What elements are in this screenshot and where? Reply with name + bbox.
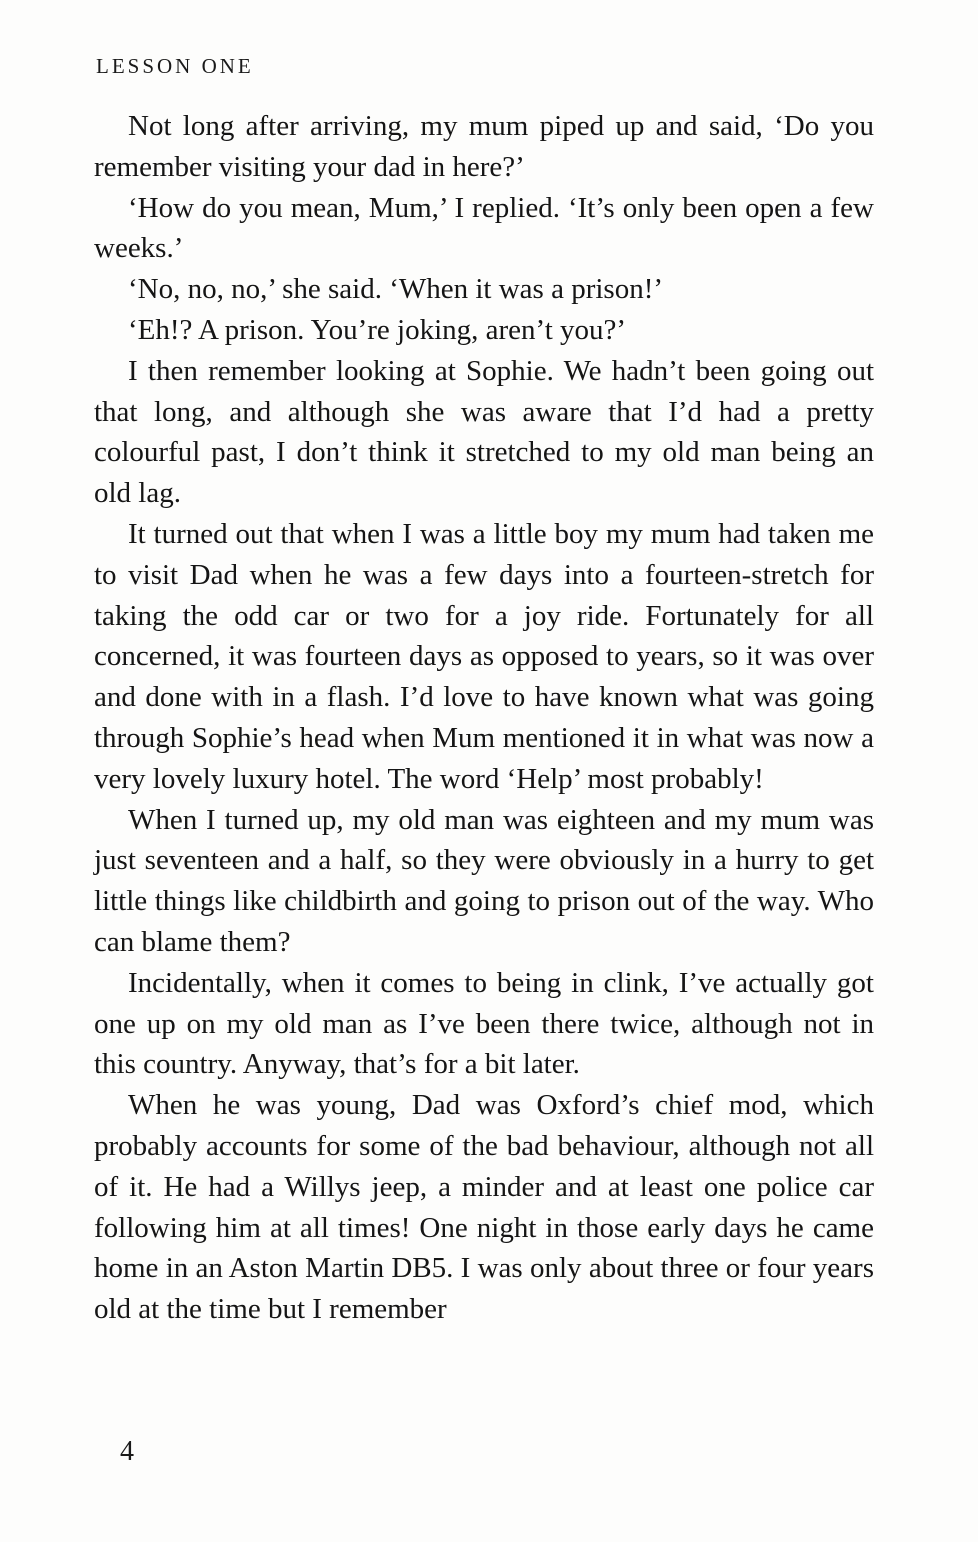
paragraph: ‘No, no, no,’ she said. ‘When it was a prison!’: [128, 273, 664, 306]
running-head: LESSON ONE: [96, 54, 254, 78]
paragraph: ‘Eh!? A prison. You’re joking, aren’t you?’: [128, 313, 627, 346]
paragraph: ‘How do you mean, Mum,’ I replied. ‘It’s only been open a few weeks.’: [94, 191, 874, 265]
paragraph: Not long after arriving, my mum piped up and said, ‘Do you remember visiting your dad in here?’: [94, 110, 874, 183]
paragraph: When I turned up, my old man was eighteen and my mum was just seventeen and a half, so they were obviously in a hurry to get little things like childbirth and going to prison out of the way. Who can blame them?: [94, 803, 874, 958]
paragraph: When he was young, Dad was Oxford’s chief mod, which probably accounts for some of the bad behaviour, although not all of it. He had a Willys jeep, a minder and at least one police car following him at all times! One night in those early days he came home in an Aston Martin DB5. I was only about three or four years old at the time but I remember: [94, 1089, 874, 1326]
body-text: [94, 106, 874, 1330]
paragraph: I then remember looking at Sophie. We hadn’t been going out that long, and although she was aware that I’d had a pretty colourful past, I don’t think it stretched to my old man being an old lag.: [94, 354, 874, 510]
page-number: 4: [120, 1436, 134, 1467]
paragraph: It turned out that when I was a little boy my mum had taken me to visit Dad when he was a few days into a fourteen-stretch for taking the odd car or two for a joy ride. Fortunately for all concerned, it was fourteen days as opposed to years, so it was over and done with in a flash. I’d love to have known what was going through Sophie’s head when Mum mentioned it in what was now a very lovely luxury hotel. The word ‘Help’ most probably!: [94, 517, 874, 795]
paragraph: Incidentally, when it comes to being in clink, I’ve actually got one up on my old man as I’ve been there twice, although not in this country. Anyway, that’s for a bit later.: [94, 966, 874, 1081]
